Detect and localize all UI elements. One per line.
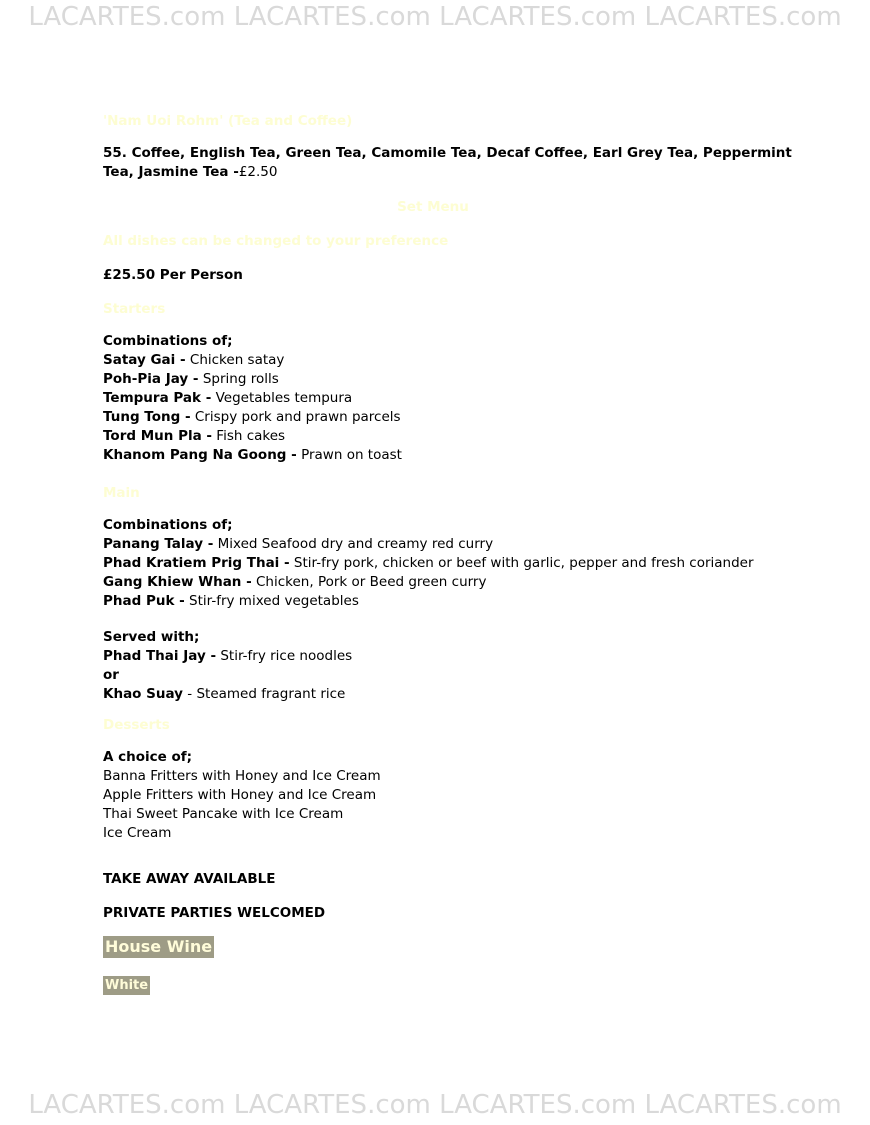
item-desc: - Steamed fragrant rice	[183, 686, 346, 702]
main-intro: Combinations of;	[103, 517, 233, 533]
list-item	[103, 592, 823, 611]
main-list	[103, 516, 823, 611]
list-item: Apple Fritters with Honey and Ice Cream	[103, 787, 377, 803]
item-name: Tung Tong -	[103, 409, 191, 425]
hot-drinks-item-names: 55. Coffee, English Tea, Green Tea, Camomile Tea, Decaf Coffee, Earl Grey Tea, Peppermint Tea, Jasmine Tea -	[103, 145, 792, 180]
hot-drinks-price: £2.50	[238, 164, 278, 180]
item-desc: Mixed Seafood dry and creamy red curry	[213, 536, 494, 552]
starters-heading: Starters	[103, 301, 166, 317]
main-heading: Main	[103, 485, 140, 501]
list-item: Ice Cream	[103, 825, 172, 841]
item-desc: Stir-fry rice noodles	[216, 648, 353, 664]
item-name: Phad Kratiem Prig Thai -	[103, 555, 290, 571]
list-item	[103, 408, 823, 427]
take-away-notice: TAKE AWAY AVAILABLE	[103, 871, 276, 887]
list-item	[103, 389, 823, 408]
item-desc: Stir-fry pork, chicken or beef with garlic, pepper and fresh coriander	[289, 555, 754, 571]
list-item	[103, 685, 823, 704]
item-name: Phad Thai Jay -	[103, 648, 217, 664]
list-item: Banna Fritters with Honey and Ice Cream	[103, 768, 381, 784]
hot-drinks-item	[103, 144, 823, 182]
item-desc: Prawn on toast	[296, 447, 402, 463]
served-with	[103, 628, 823, 704]
desserts-list	[103, 748, 823, 843]
served-or: or	[103, 667, 119, 683]
item-name: Tord Mun Pla -	[103, 428, 213, 444]
item-name: Panang Talay -	[103, 536, 214, 552]
list-item	[103, 351, 823, 370]
watermark-bottom: LACARTES.com LACARTES.com LACARTES.com LACARTES.com	[28, 1090, 842, 1120]
item-name: Satay Gai -	[103, 352, 186, 368]
item-desc: Vegetables tempura	[211, 390, 353, 406]
item-name: Gang Khiew Whan -	[103, 574, 252, 590]
set-menu-note: All dishes can be changed to your preference	[103, 233, 449, 249]
set-menu-heading: Set Menu	[397, 199, 469, 215]
item-desc: Fish cakes	[212, 428, 286, 444]
hot-drinks-heading: 'Nam Uoi Rohm' (Tea and Coffee)	[103, 113, 353, 129]
item-name: Phad Puk -	[103, 593, 185, 609]
served-intro: Served with;	[103, 629, 200, 645]
house-wine-heading-wrap	[103, 936, 823, 958]
list-item	[103, 554, 823, 573]
white-wine-heading-wrap	[103, 976, 823, 995]
list-item	[103, 370, 823, 389]
house-wine-heading: House Wine	[105, 937, 213, 956]
list-item	[103, 647, 823, 666]
list-item	[103, 427, 823, 446]
item-name: Poh-Pia Jay -	[103, 371, 199, 387]
list-item: Thai Sweet Pancake with Ice Cream	[103, 806, 344, 822]
item-name: Khanom Pang Na Goong -	[103, 447, 297, 463]
item-desc: Stir-fry mixed vegetables	[184, 593, 359, 609]
item-desc: Chicken, Pork or Beed green curry	[251, 574, 487, 590]
starters-intro: Combinations of;	[103, 333, 233, 349]
item-name: Tempura Pak -	[103, 390, 212, 406]
item-name: Khao Suay	[103, 686, 183, 702]
white-wine-heading: White	[105, 978, 149, 993]
starters-list	[103, 332, 823, 465]
item-desc: Chicken satay	[185, 352, 285, 368]
list-item	[103, 573, 823, 592]
desserts-intro: A choice of;	[103, 749, 193, 765]
watermark-top: LACARTES.com LACARTES.com LACARTES.com LACARTES.com	[28, 2, 842, 32]
list-item	[103, 446, 823, 465]
set-menu-price: £25.50 Per Person	[103, 267, 243, 283]
item-desc: Spring rolls	[198, 371, 279, 387]
desserts-heading: Desserts	[103, 717, 170, 733]
item-desc: Crispy pork and prawn parcels	[190, 409, 401, 425]
list-item	[103, 535, 823, 554]
private-parties-notice: PRIVATE PARTIES WELCOMED	[103, 905, 326, 921]
